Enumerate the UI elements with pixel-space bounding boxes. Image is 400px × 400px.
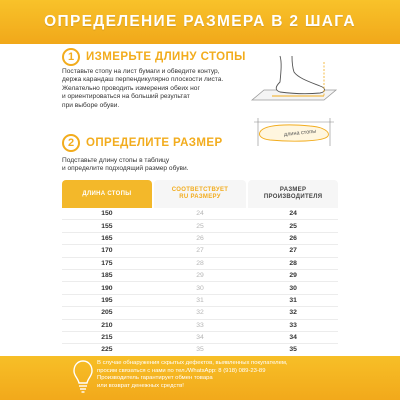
- manufacturer-size-cell: 30: [289, 284, 297, 292]
- foot-length-cell: 170: [101, 247, 113, 255]
- footer-banner: [0, 356, 400, 400]
- foot-on-paper-icon: [250, 52, 340, 112]
- foot-length-cell: 190: [101, 284, 113, 292]
- table-row: [62, 282, 338, 294]
- table-row: [62, 245, 338, 257]
- header-foot-length: [62, 180, 152, 208]
- table-row: [62, 258, 338, 270]
- step-1-line: Желательно проводить измерения обеих ног: [62, 84, 200, 92]
- table-row: [62, 220, 338, 232]
- header-ru-size: [154, 180, 246, 208]
- manufacturer-size-cell: 31: [289, 296, 297, 304]
- step-1-line: и ориентироваться на больший результат: [62, 93, 190, 101]
- footer-line: просим связаться с нами по тел./WhatsApp: 8 (918) 089-23-89: [97, 367, 266, 374]
- header-foot-length-line: ДЛИНА СТОПЫ: [82, 190, 132, 197]
- page-title: ОПРЕДЕЛЕНИЕ РАЗМЕРА В 2 ШАГА: [44, 13, 356, 30]
- manufacturer-size-cell: 29: [289, 272, 297, 280]
- manufacturer-size-cell: 28: [289, 259, 297, 267]
- ru-size-cell: 34: [196, 334, 204, 342]
- ru-size-cell: 24: [196, 210, 204, 218]
- manufacturer-size-cell: 34: [289, 334, 297, 342]
- ru-size-cell: 32: [196, 309, 204, 317]
- footer-line: В случае обнаружения скрытых дефектов, выявленных покупателем,: [97, 360, 288, 366]
- ru-size-cell: 31: [196, 296, 204, 304]
- step-1-instructions: [62, 68, 252, 110]
- manufacturer-size-cell: 24: [289, 210, 297, 218]
- step-2-title: ОПРЕДЕЛИТЕ РАЗМЕР: [86, 137, 223, 149]
- foot-length-cell: 185: [101, 272, 113, 280]
- table-row: [62, 320, 338, 332]
- foot-length-cell: 215: [101, 334, 113, 342]
- ru-size-cell: 26: [196, 234, 204, 242]
- lightbulb-icon: [72, 358, 94, 396]
- step-1-number: 1: [62, 48, 80, 66]
- footer-notice: [97, 360, 288, 390]
- manufacturer-size-cell: 25: [289, 222, 297, 230]
- header-ru-size-line: RU РАЗМЕРУ: [179, 194, 221, 200]
- manufacturer-size-cell: 26: [289, 234, 297, 242]
- step-1-line: Поставьте стопу на лист бумаги и обведите контур,: [62, 68, 220, 75]
- header-manufacturer-size: [248, 180, 338, 208]
- foot-length-label: длина стопы: [283, 128, 317, 139]
- step-2-number: 2: [62, 134, 80, 152]
- manufacturer-size-cell: 35: [289, 346, 297, 354]
- ru-size-cell: 33: [196, 321, 204, 329]
- ru-size-cell: 29: [196, 272, 204, 280]
- header-manufacturer-size-line: ПРОИЗВОДИТЕЛЯ: [263, 194, 323, 200]
- header-manufacturer-size-line: РАЗМЕР: [279, 187, 307, 193]
- size-table: [62, 180, 338, 357]
- step-2-line: Подставьте длину стопы в таблицу: [62, 157, 170, 164]
- table-row: [62, 344, 338, 356]
- manufacturer-size-cell: 33: [289, 321, 297, 329]
- ru-size-cell: 30: [196, 284, 204, 292]
- step-1-heading: [62, 48, 246, 66]
- footer-line: Производитель гарантирует обмен товара: [97, 375, 213, 382]
- foot-length-cell: 210: [101, 321, 113, 329]
- foot-length-cell: 150: [101, 210, 113, 218]
- table-row: [62, 270, 338, 282]
- table-row: [62, 233, 338, 245]
- ru-size-cell: 25: [196, 222, 204, 230]
- ru-size-cell: 27: [196, 247, 204, 255]
- size-table-body: [62, 208, 338, 357]
- foot-length-cell: 225: [101, 346, 113, 354]
- step-2-heading: [62, 134, 223, 152]
- foot-length-cell: 205: [101, 309, 113, 317]
- header-ru-size-line: СООТВЕТСТВУЕТ: [171, 187, 229, 193]
- ru-size-cell: 35: [196, 346, 204, 354]
- step-2-instructions: [62, 157, 252, 174]
- step-2-line: и определите подходящий размер обуви.: [62, 165, 189, 173]
- table-row: [62, 295, 338, 307]
- table-row: [62, 332, 338, 344]
- header-banner: [0, 0, 400, 44]
- table-row: [62, 208, 338, 220]
- size-table-header: [62, 180, 338, 208]
- foot-length-cell: 175: [101, 259, 113, 267]
- step-1-line: держа карандаш перпендикулярно плоскости листа.: [62, 76, 224, 84]
- ru-size-cell: 28: [196, 259, 204, 267]
- table-row: [62, 307, 338, 319]
- manufacturer-size-cell: 27: [289, 247, 297, 255]
- foot-length-cell: 195: [101, 296, 113, 304]
- foot-length-diagram-icon: [250, 112, 340, 152]
- manufacturer-size-cell: 32: [289, 309, 297, 317]
- footer-line: или возврат денежных средств!: [97, 382, 184, 389]
- step-1-title: ИЗМЕРЬТЕ ДЛИНУ СТОПЫ: [86, 51, 246, 63]
- foot-length-cell: 165: [101, 234, 113, 242]
- foot-length-cell: 155: [101, 222, 113, 230]
- step-1-line: при выборе обуви.: [62, 101, 120, 109]
